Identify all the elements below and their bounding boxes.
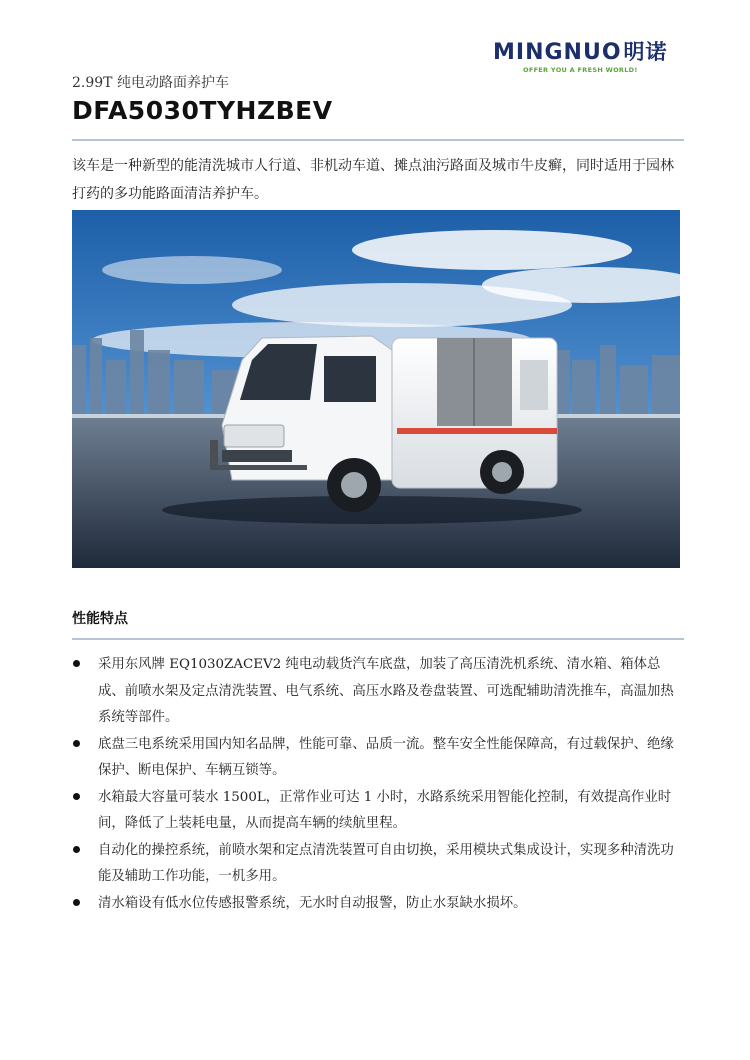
feature-text: 采用东风牌 EQ1030ZACEV2 纯电动载货汽车底盘，加装了高压清洗机系统、清水箱、箱体总成、前喷水架及定点清洗装置、电气系统、高压水路及卷盘装置、可选配辅助清洗推车，高温加热系统等部件。 (98, 657, 674, 725)
list-item (72, 785, 684, 838)
product-model: DFA5030TYHZBEV (72, 96, 333, 125)
brand-logo (493, 36, 693, 76)
feature-text: 底盘三电系统采用国内知名品牌，性能可靠、品质一流。整车安全性能保障高，有过载保护、绝缘保护、断电保护、车辆互锁等。 (98, 736, 674, 778)
logo-brand-cn: 明诺 (623, 40, 668, 64)
list-item (72, 652, 684, 732)
list-item (72, 732, 684, 785)
feature-text: 水箱最大容量可装水 1500L，正常作业可达 1 小时，水路系统采用智能化控制，有效提高作业时间，降低了上装耗电量，从而提高车辆的续航里程。 (98, 789, 672, 831)
truck-photo-illustration (72, 210, 680, 568)
section-title-features: 性能特点 (72, 611, 128, 627)
bullet-icon (73, 793, 80, 800)
logo-brand-en: MINGNUO (493, 40, 622, 65)
logo-wordmark (493, 36, 693, 66)
feature-text: 自动化的操控系统，前喷水架和定点清洗装置可自由切换，采用模块式集成设计，实现多种清洗功能及辅助工作功能，一机多用。 (98, 842, 674, 884)
section-divider (72, 638, 684, 640)
product-subtitle: 2.99T 纯电动路面养护车 (72, 75, 229, 91)
bullet-icon (73, 660, 80, 667)
product-photo (72, 210, 680, 568)
feature-text: 清水箱设有低水位传感报警系统，无水时自动报警，防止水泵缺水损坏。 (98, 895, 527, 911)
header-divider (72, 139, 684, 141)
product-intro: 该车是一种新型的能清洗城市人行道、非机动车道、摊点油污路面及城市牛皮癣，同时适用于园林打药的多功能路面清洁养护车。 (72, 158, 674, 202)
feature-list (72, 652, 684, 917)
bullet-icon (73, 846, 80, 853)
bullet-icon (73, 899, 80, 906)
list-item (72, 838, 684, 891)
bullet-icon (73, 740, 80, 747)
list-item (72, 891, 684, 918)
logo-slogan: OFFER YOU A FRESH WORLD! (523, 66, 638, 74)
